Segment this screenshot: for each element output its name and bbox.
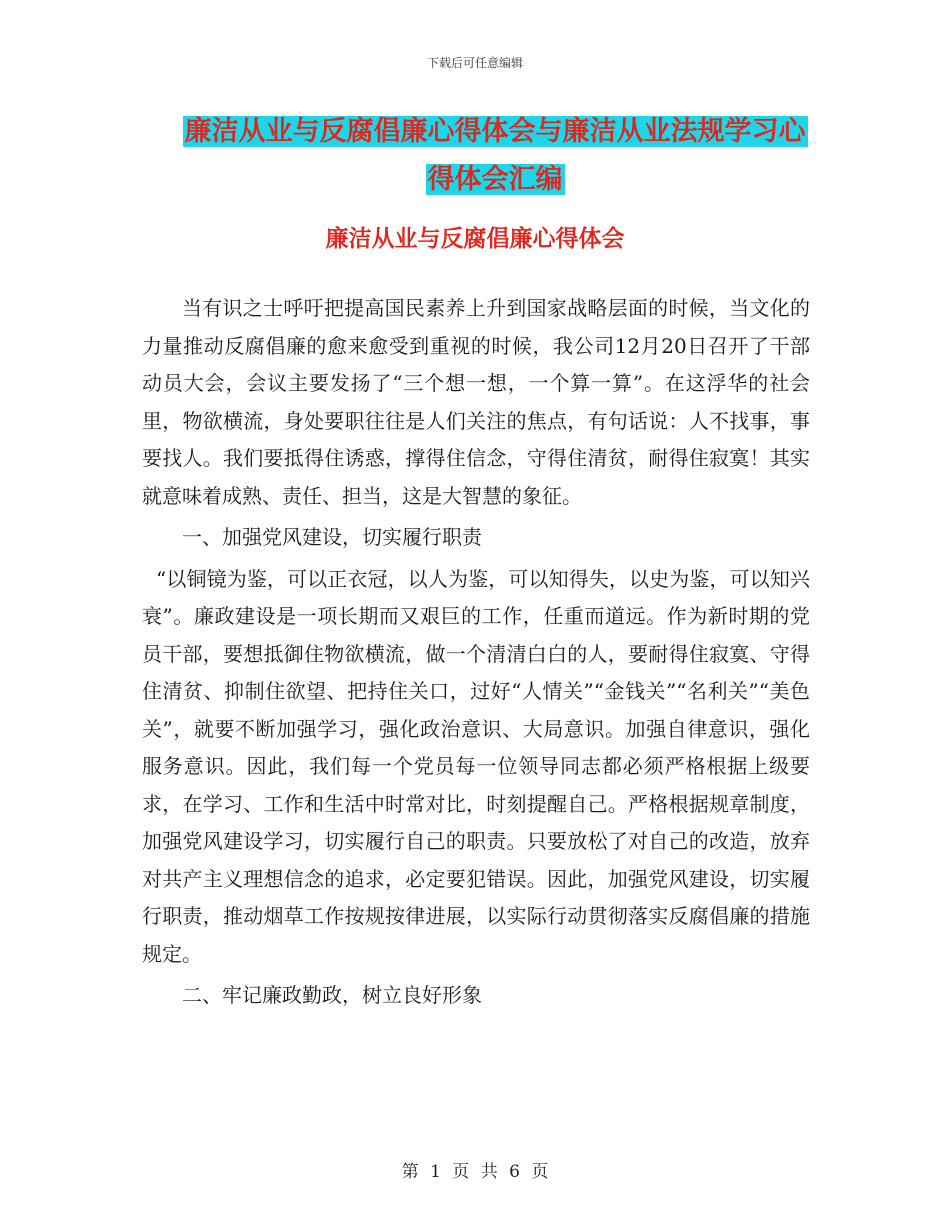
- main-title-line1: 廉洁从业与反腐倡廉心得体会与廉洁从业法规学习心: [184, 116, 806, 147]
- section-heading-1: 一、加强党风建设，切实履行职责: [182, 525, 482, 549]
- paragraph-intro: 当有识之士呼吁把提高国民素养上升到国家战略层面的时候，当文化的力量推动反腐倡廉的愈来愈受到重视的时候，我公司12月20日召开了干部动员大会，会议主要发扬了“三个想一想，一个算一算”。在这浮华的社会里，物欲横流，身处要职往往是人们关注的焦点，有句话说：人不找事，事要找人。我们要抵得住诱惑，撑得住信念，守得住清贫，耐得住寂寞！其实就意味着成熟、责任、担当，这是大智慧的象征。: [142, 296, 810, 508]
- document-body: [142, 290, 810, 1019]
- section-heading-2: 二、牢记廉政勤政，树立良好形象: [182, 983, 482, 1007]
- paragraph-section-1: “以铜镜为鉴，可以正衣冠，以人为鉴，可以知得失，以史为鉴，可以知兴衰”。廉政建设是一项长期而又艰巨的工作，任重而道远。作为新时期的党员干部，要想抵御住物欲横流，做一个清清白白的人，要耐得住寂寞、守得住清贫、抑制住欲望、把持住关口，过好“人情关”“金钱关”“名利关”“美色关”，就要不断加强学习，强化政治意识、大局意识。加强自律意识，强化服务意识。因此，我们每一个党员每一位领导同志都必须严格根据上级要求，在学习、工作和生活中时常对比，时刻提醒自己。严格根据规章制度，加强党风建设学习，切实履行自己的职责。只要放松了对自己的改造，放弃对共产主义理想信念的追求，必定要犯错误。因此，加强党风建设，切实履行职责，推动烟草工作按规按律进展，以实际行动贯彻落实反腐倡廉的措施规定。: [142, 566, 810, 966]
- sub-title: 廉洁从业与反腐倡廉心得体会: [325, 226, 625, 252]
- page-footer: 第 1 页 共 6 页: [401, 1162, 549, 1182]
- main-title-line2: 得体会汇编: [427, 164, 563, 195]
- main-title: [180, 108, 810, 204]
- header-note: 下载后可任意编辑: [426, 56, 523, 70]
